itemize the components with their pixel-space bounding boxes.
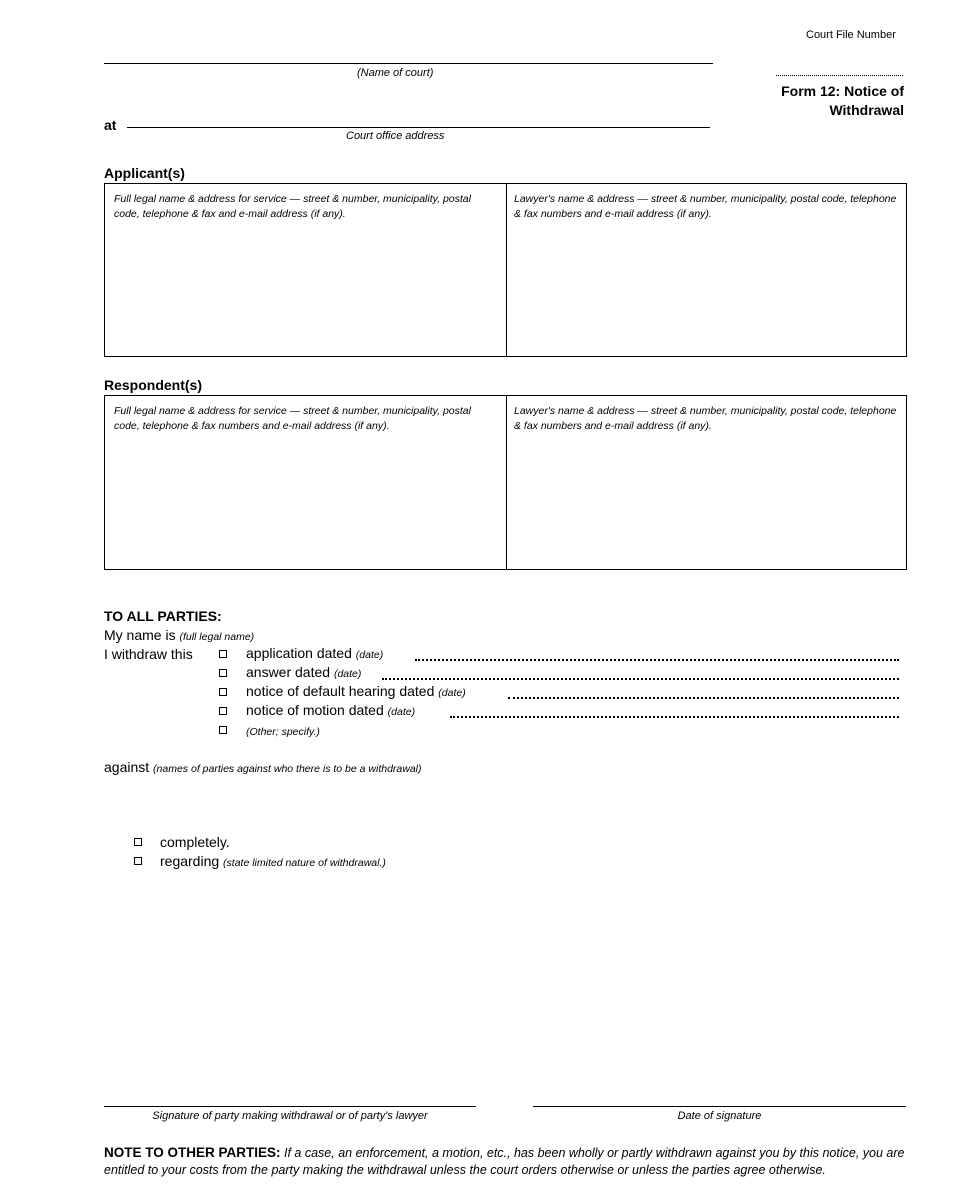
regarding-option-label: regarding xyxy=(160,853,220,869)
respondents-heading: Respondent(s) xyxy=(104,377,202,393)
applicant-details-label: Full legal name & address for service — street & number, municipality, postal code, telephone & fax and e-mail address (if any). xyxy=(114,193,471,220)
regarding-option xyxy=(160,853,386,869)
answer-option-hint: (date) xyxy=(333,668,362,680)
applicants-table xyxy=(104,183,907,357)
application-option xyxy=(246,645,383,661)
regarding-checkbox[interactable] xyxy=(134,857,142,865)
other-option xyxy=(246,722,320,738)
completely-checkbox[interactable] xyxy=(134,838,142,846)
i-withdraw-label: I withdraw this xyxy=(104,646,193,662)
answer-option-label: answer dated xyxy=(246,664,331,680)
completely-option-label: completely. xyxy=(160,834,230,850)
note-to-other-parties xyxy=(104,1145,909,1178)
date-of-signature-label: Date of signature xyxy=(677,1110,762,1122)
default-hearing-checkbox[interactable] xyxy=(219,688,227,696)
court-file-number-field[interactable] xyxy=(776,75,903,76)
my-name-hint: (full legal name) xyxy=(179,631,255,643)
date-of-signature-line[interactable] xyxy=(533,1106,906,1107)
court-office-address-label: Court office address xyxy=(346,130,445,142)
answer-option xyxy=(246,664,361,680)
motion-option-label: notice of motion dated xyxy=(246,702,384,718)
respondent-details-label: Full legal name & address for service — street & number, municipality, postal code, telephone & fax numbers and e-mail address (if any). xyxy=(114,405,471,432)
application-checkbox[interactable] xyxy=(219,650,227,658)
against-label: against xyxy=(104,759,150,775)
form-title-line2: Withdrawal xyxy=(829,102,904,118)
to-all-parties-heading: TO ALL PARTIES: xyxy=(104,608,222,624)
other-checkbox[interactable] xyxy=(219,726,227,734)
court-office-address-line[interactable] xyxy=(127,127,710,128)
application-option-hint: (date) xyxy=(355,649,384,661)
motion-option-hint: (date) xyxy=(387,706,416,718)
completely-option xyxy=(160,834,230,850)
note-text: If a case, an enforcement, a motion, etc., has been wholly or partly withdrawn against you by this notice, you are entitled to your costs from the party making the withdrawal unless the court orders otherwise or unless the parties agree otherwise. xyxy=(104,1146,905,1177)
motion-date-field[interactable] xyxy=(450,716,899,718)
signature-label: Signature of party making withdrawal or of party's lawyer xyxy=(152,1110,428,1122)
against-hint: (names of parties against who there is to be a withdrawal) xyxy=(153,763,422,775)
against-row xyxy=(104,759,422,775)
my-name-label: My name is xyxy=(104,627,176,643)
at-label: at xyxy=(104,117,117,133)
respondents-table xyxy=(104,395,907,570)
application-date-field[interactable] xyxy=(415,659,899,661)
court-file-number-label: Court File Number xyxy=(806,29,896,41)
motion-option xyxy=(246,702,415,718)
name-of-court-line[interactable] xyxy=(104,63,713,64)
default-hearing-option xyxy=(246,683,466,699)
regarding-option-hint: (state limited nature of withdrawal.) xyxy=(223,857,386,869)
name-of-court-label: (Name of court) xyxy=(357,67,434,79)
applicant-lawyer-label: Lawyer's name & address — street & number, municipality, postal code, telephone & fax numbers and e-mail address (if any). xyxy=(514,193,897,220)
application-option-label: application dated xyxy=(246,645,352,661)
motion-checkbox[interactable] xyxy=(219,707,227,715)
other-option-hint: (Other; specify.) xyxy=(246,726,320,738)
default-hearing-option-label: notice of default hearing dated xyxy=(246,683,435,699)
answer-date-field[interactable] xyxy=(382,678,899,680)
signature-line[interactable] xyxy=(104,1106,476,1107)
note-title: NOTE TO OTHER PARTIES: xyxy=(104,1145,281,1160)
form-title-line1: Form 12: Notice of xyxy=(781,83,904,99)
respondents-column-divider xyxy=(506,396,507,569)
applicants-column-divider xyxy=(506,184,507,356)
my-name-row xyxy=(104,627,254,643)
applicants-heading: Applicant(s) xyxy=(104,165,185,181)
default-hearing-option-hint: (date) xyxy=(438,687,466,699)
respondent-lawyer-label: Lawyer's name & address — street & number, municipality, postal code, telephone & fax numbers and e-mail address (if any). xyxy=(514,405,897,432)
default-hearing-date-field[interactable] xyxy=(508,697,899,699)
answer-checkbox[interactable] xyxy=(219,669,227,677)
